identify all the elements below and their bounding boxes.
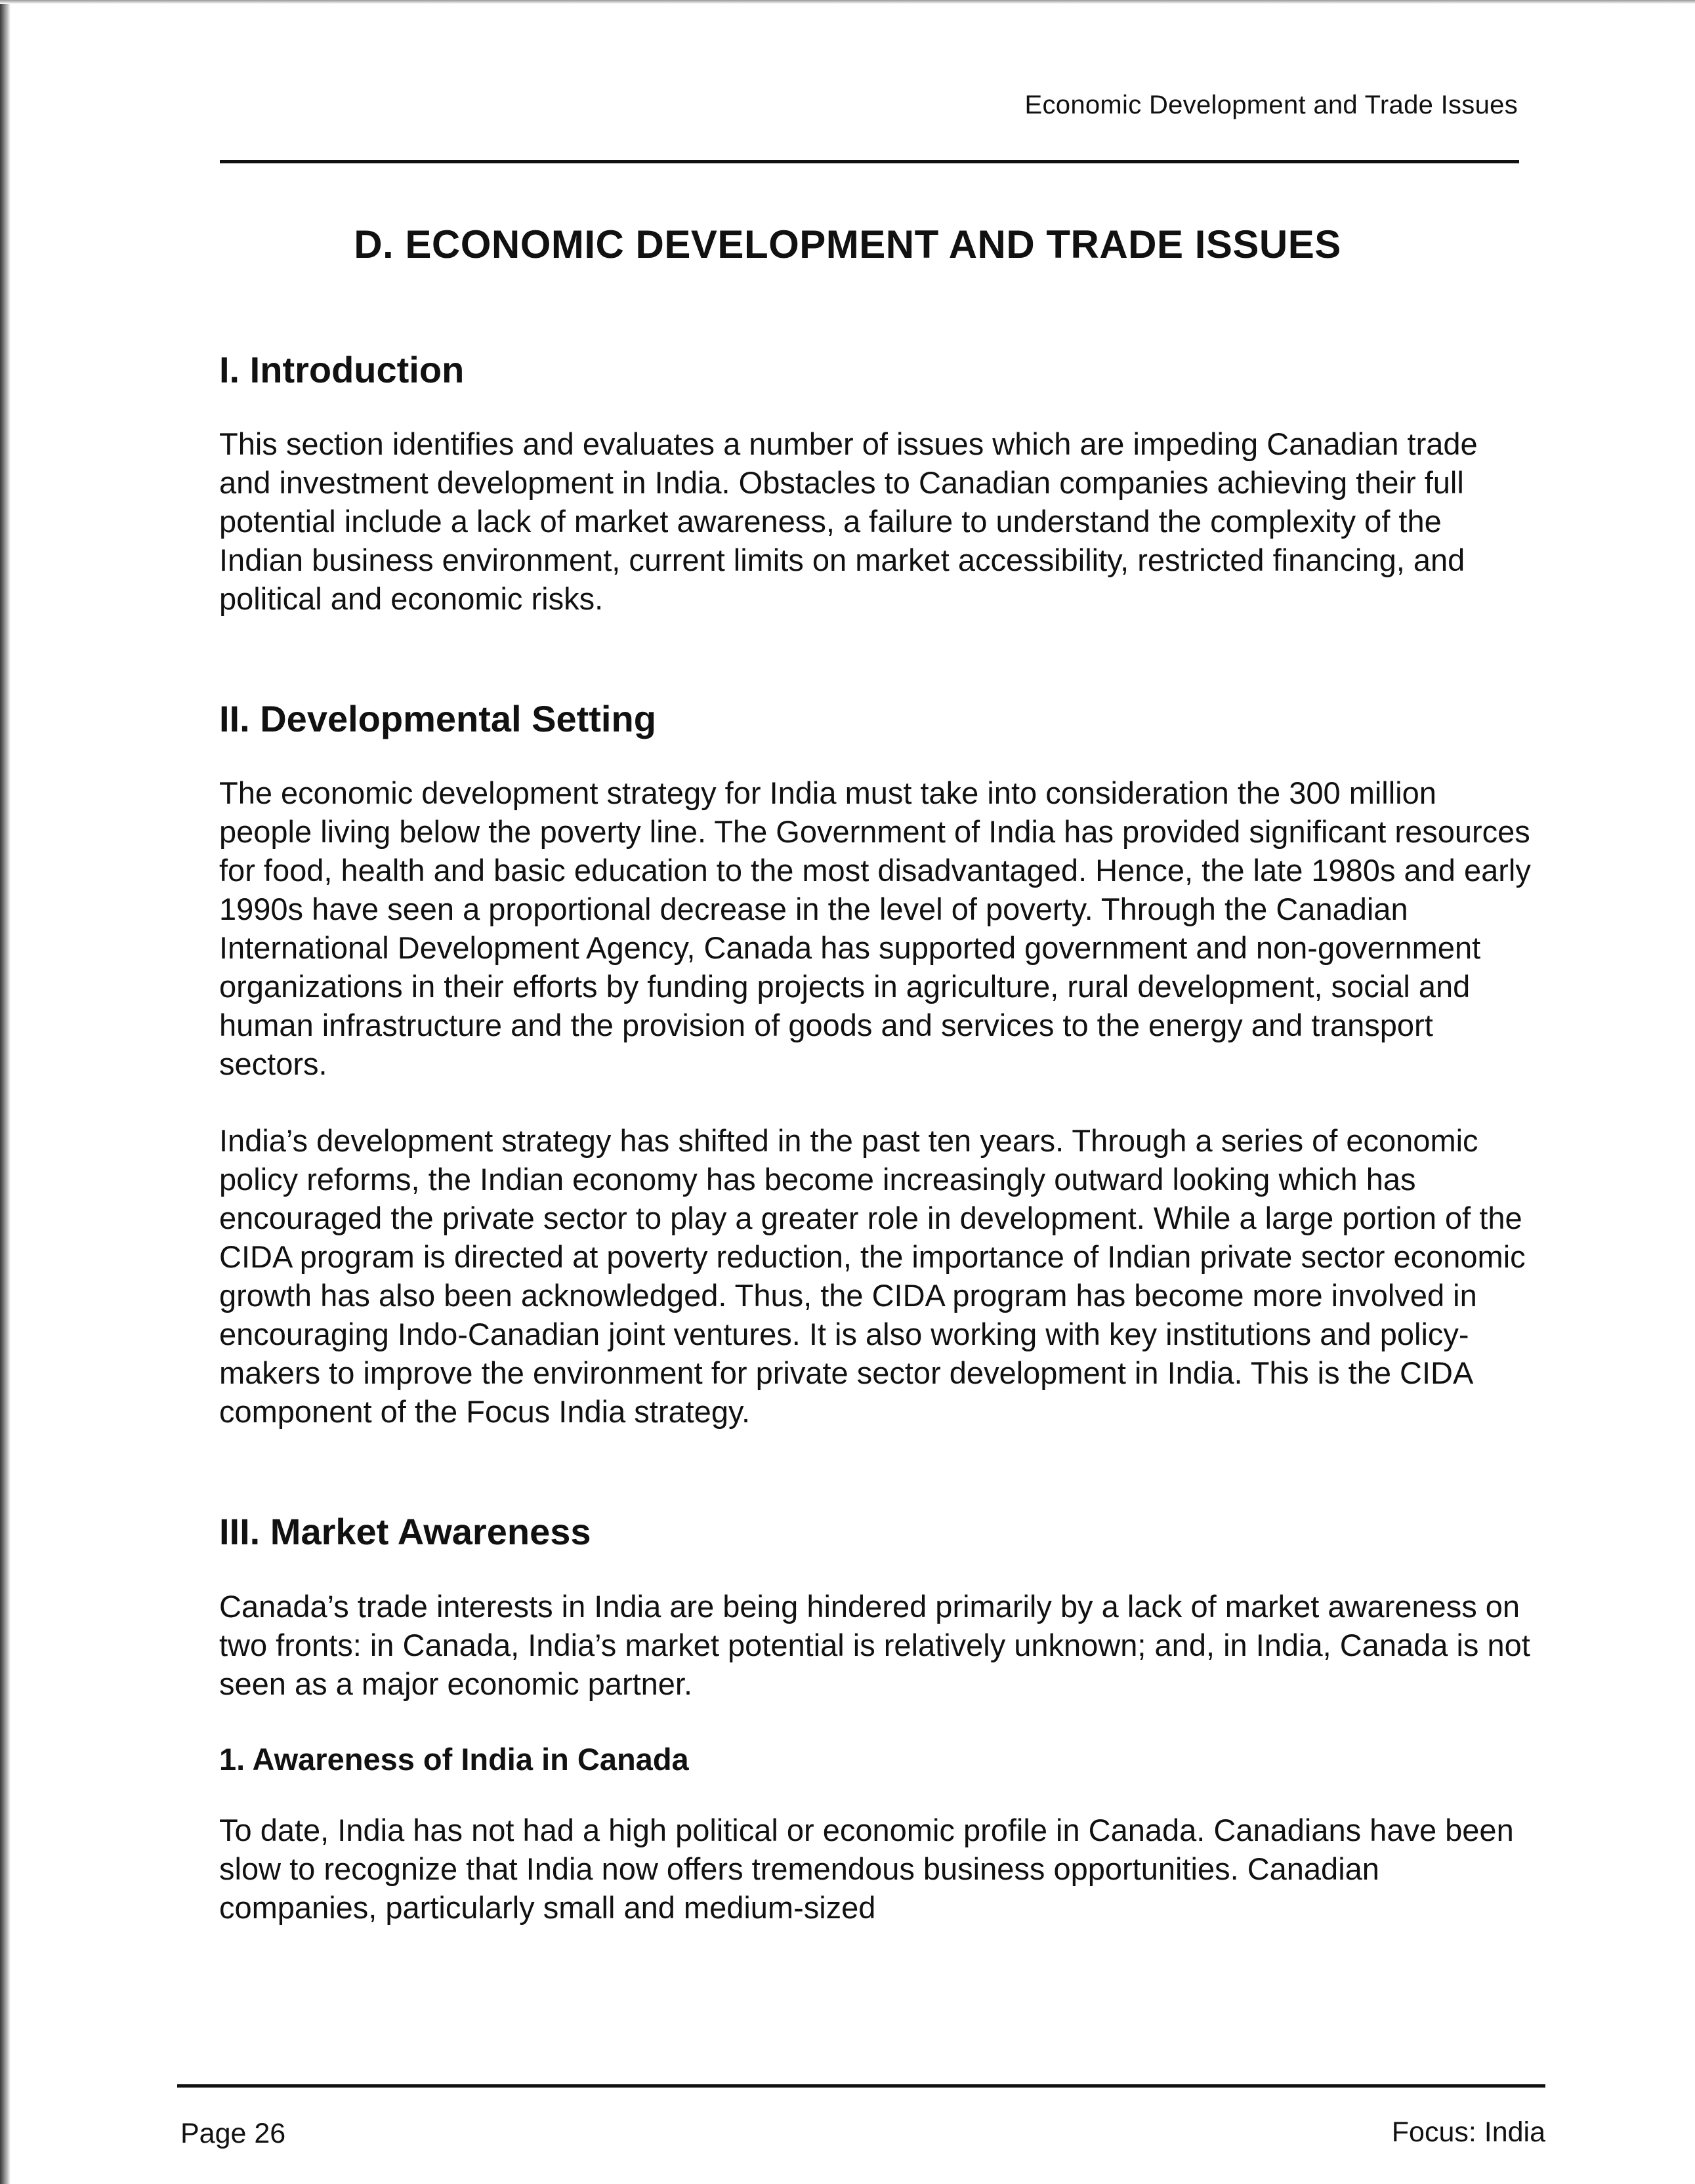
page-title: D. ECONOMIC DEVELOPMENT AND TRADE ISSUES — [354, 222, 1341, 266]
document-body — [219, 348, 1532, 1965]
section-heading: II. Developmental Setting — [219, 698, 656, 740]
section-spacer — [219, 1469, 1532, 1510]
page-number: Page 26 — [180, 2118, 286, 2149]
scan-edge — [0, 0, 10, 2184]
section-introduction — [219, 348, 1532, 618]
paragraph: To date, India has not had a high political or economic profile in Canada. Canadians have been slow to recognize that India now offers tremendous business opportunities. Canadian companies, particularly small and medium-sized — [219, 1812, 1514, 1925]
paragraph: The economic development strategy for India must take into consideration the 300 million people living below the poverty line. The Government of India has provided significant resources for food, health and basic education to the most disadvantaged. Hence, the late 1980s and early 1990s have seen a proportional decrease in the level of poverty. Through the Canadian International Development Agency, Canada has supported government and non-government organizations in their efforts by funding projects in agriculture, rural development, social and human infrastructure and the provision of goods and services to the energy and transport sectors. — [219, 775, 1531, 1082]
paragraph: This section identifies and evaluates a number of issues which are impeding Canadian trade and investment development in India. Obstacles to Canadian companies achieving their full potential include a lack of market awareness, a failure to understand the complexity of the Indian business environment, current limits on market accessibility, restricted financing, and political and economic risks. — [219, 426, 1478, 617]
scan-top-edge — [0, 0, 1695, 4]
header-rule — [220, 160, 1519, 163]
paragraph: India’s development strategy has shifted in the past ten years. Through a series of economic policy reforms, the Indian economy has become increasingly outward looking which has encouraged the private sector to play a greater role in development. While a large portion of the CIDA program is directed at poverty reduction, the importance of Indian private sector economic growth has also been acknowledged. Thus, the CIDA program has become more involved in encouraging Indo-Canadian joint ventures. It is also working with key institutions and policy-makers to improve the environment for private sector development in India. This is the CIDA component of the Focus India strategy. — [219, 1123, 1526, 1430]
section-heading: I. Introduction — [219, 349, 465, 390]
section-developmental-setting — [219, 697, 1532, 1431]
paragraph: Canada’s trade interests in India are being hindered primarily by a lack of market awareness on two fronts: in Canada, India’s market potential is relatively unknown; and, in India, Canada is not seen as a major economic partner. — [219, 1588, 1530, 1701]
running-header: Economic Development and Trade Issues — [1024, 91, 1518, 119]
section-market-awareness — [219, 1510, 1532, 1927]
subsection-heading: 1. Awareness of India in Canada — [219, 1741, 689, 1777]
publication-name: Focus: India — [1391, 2116, 1545, 2148]
footer-rule — [177, 2084, 1545, 2088]
section-spacer — [219, 656, 1532, 697]
section-heading: III. Market Awareness — [219, 1511, 591, 1553]
